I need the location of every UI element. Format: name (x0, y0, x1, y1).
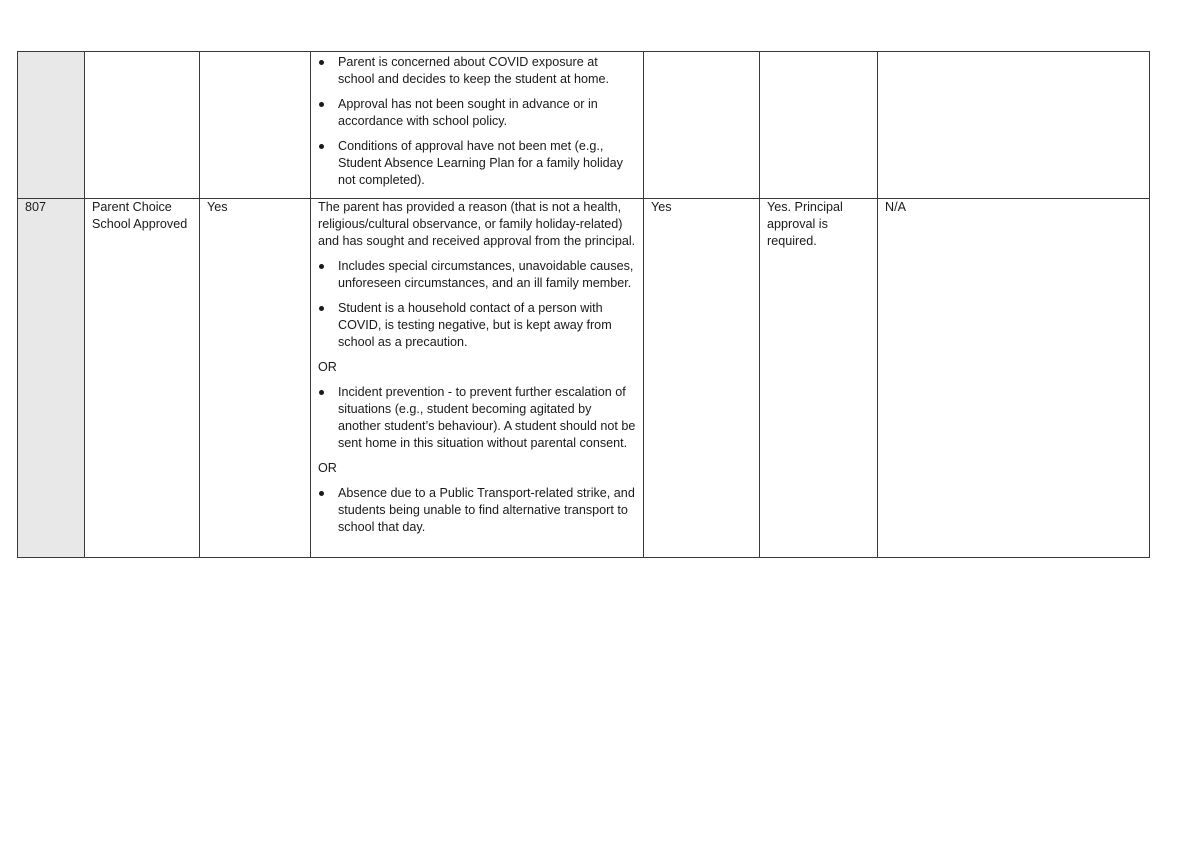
column-5-cell: Yes (644, 199, 760, 558)
column-7-cell (878, 52, 1150, 199)
or-separator: OR (318, 360, 337, 374)
list-item: Parent is concerned about COVID exposure at school and decides to keep the student at home. (318, 54, 636, 88)
column-6-cell: Yes. Principal approval is required. (760, 199, 878, 558)
absence-type-cell: Parent Choice School Approved (85, 199, 200, 558)
description-bullet-list (318, 485, 636, 536)
authorised-cell: Yes (200, 199, 311, 558)
description-cell (311, 199, 644, 558)
description-cell (311, 52, 644, 199)
list-item: Absence due to a Public Transport-related strike, and students being unable to find alternative transport to school that day. (318, 485, 636, 536)
authorised-cell (200, 52, 311, 199)
list-item: Approval has not been sought in advance or in accordance with school policy. (318, 96, 636, 130)
list-item: Incident prevention - to prevent further escalation of situations (e.g., student becoming agitated by another student’s behaviour). A student should not be sent home in this situation without parental consent. (318, 384, 636, 452)
list-item: Student is a household contact of a person with COVID, is testing negative, but is kept away from school as a precaution. (318, 300, 636, 351)
table-row (18, 199, 1150, 558)
absence-type-cell (85, 52, 200, 199)
description-intro: The parent has provided a reason (that is not a health, religious/cultural observance, or family holiday-related) and has sought and received approval from the principal. (318, 200, 636, 248)
column-7-cell: N/A (878, 199, 1150, 558)
description-bullet-list (318, 258, 636, 351)
column-6-cell (760, 52, 878, 199)
code-cell: 807 (18, 199, 85, 558)
list-item: Includes special circumstances, unavoidable causes, unforeseen circumstances, and an ill family member. (318, 258, 636, 292)
list-item: Conditions of approval have not been met (e.g., Student Absence Learning Plan for a family holiday not completed). (318, 138, 636, 189)
code-cell (18, 52, 85, 199)
or-separator: OR (318, 461, 337, 475)
table-row (18, 52, 1150, 199)
attendance-codes-table (17, 51, 1150, 558)
column-5-cell (644, 52, 760, 199)
description-bullet-list (318, 384, 636, 452)
description-bullet-list (318, 54, 636, 189)
